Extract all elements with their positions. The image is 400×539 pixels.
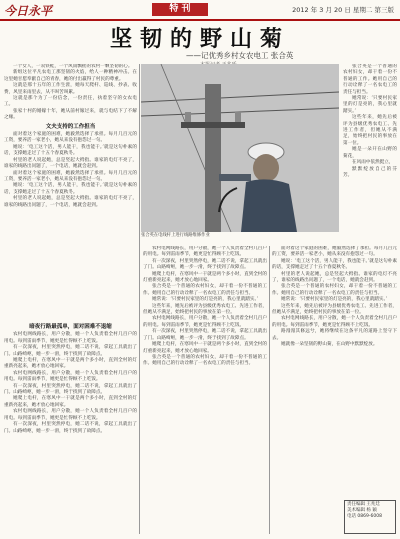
article-column-1	[4, 64, 137, 320]
paragraph: 张家十村的婚嫁十年，她从前村嫁过来，就与电结下了不解之缘。	[4, 108, 137, 121]
paragraph: 农村电网线路长，用户分散，她一个人负责着全村几百户的用电。每到雷雨季节，她更是忙得顾不上吃饭。	[4, 409, 137, 421]
paragraph: 村里的老人说起她，总是竖起大拇指。谁家的电灯不亮了，谁家的线路出问题了，一个电话，她就会赶到。	[272, 271, 397, 284]
paragraph: 张合英是一个普通的农村妇女，却干着一份不普通的工作。她用自己的行动诠释了一名农电工的责任与担当。	[143, 284, 267, 296]
paragraph: 她是一朵开在山野的菊花，	[343, 147, 397, 159]
sidebar-column	[343, 64, 397, 232]
paragraph: 她说：‘电工这个活，男人能干，我也能干。’就是这句朴素的话，支撑她走过了十五个春夏秋冬。	[272, 258, 397, 271]
masthead: 今日永平	[4, 4, 53, 18]
editor-line: 电话 0869-6008	[347, 514, 382, 519]
editor-line: 美术编辑 杨 颖	[347, 508, 377, 513]
paragraph: 这些年来，她先后被评为县级优秀农电工、先进工作者，但她从不满足，始终把村民的事放在第一位。	[143, 303, 267, 316]
article-subtitle: ——记优秀乡村女农电工 张合英	[186, 51, 294, 60]
paragraph: 她爬上电杆，在寒风中一干就是两个多小时，直到全村的灯重新亮起来，她才放心地回家。	[4, 396, 137, 408]
paragraph: 张合英是一个普通的农村妇女，却干着一份不普通的工作。她用自己的行动诠释了一名农电工的责任与担当。	[343, 64, 397, 95]
paragraph: 面对着这个家庭的困难，她毅然选择了承担。每月几百元的工资，要养活一家老小，她从来没有抱怨过一句。	[4, 132, 137, 144]
paragraph: 农村电网线路长，用户分散，她一个人负责着全村几百户的用电。每到雷雨季节，她更是忙得顾不上吃饭。	[272, 316, 397, 328]
paragraph: 面对着这个家庭的困难，她毅然选择了承担。每月几百元的工资，要养活一家老小，她从来没有抱怨过一句。	[272, 246, 397, 258]
article-column-1b	[4, 322, 137, 534]
column-divider	[269, 246, 270, 534]
paragraph: 村里的老人说起她，总是竖起大拇指。谁家的电灯不亮了，谁家的线路出问题了，一个电话，她就会赶到。	[4, 157, 137, 170]
editor-info-box	[344, 500, 396, 534]
photo-caption: 张合英在电线杆上进行线路维修作业	[141, 233, 210, 238]
paragraph: 默默绽放自己的芬芳。	[343, 166, 397, 178]
paragraph: 她说：‘电工这个活，男人能干，我也能干。’就是这句朴素的话，支撑她走过了十五个春夏秋冬。	[4, 144, 137, 157]
column-divider	[139, 64, 140, 534]
crossarm	[181, 122, 245, 128]
paragraph: 这些年来，她先后被评为县级优秀农电工、先进工作者，但她从不满足，始终把村民的事放在第一位。	[343, 115, 397, 146]
photo-illustration	[141, 64, 339, 232]
paragraph: 农村电网线路长，用户分散，她一个人负责着全村几百户的用电。每到雷雨季节，她更是忙得顾不上吃饭。	[143, 246, 267, 258]
article-column-3	[272, 246, 397, 496]
paragraph: 村里的老人说起她，总是竖起大拇指。谁家的电灯不亮了，谁家的线路出问题了，一个电话，她就会赶到。	[4, 196, 137, 208]
paragraph: 这些年来，她先后被评为县级优秀农电工、先进工作者，但她从不满足，始终把村民的事放在第一位。	[272, 303, 397, 316]
paragraph: 有一次深夜，村里突然停电，她二话不说，拿起工具就出了门。山路崎岖，她一步一滑，终于找到了故障点。	[143, 258, 267, 271]
paragraph: 她爬上电杆，在寒风中一干就是两个多小时，直到全村的灯重新亮起来，她才放心地回家。	[143, 342, 267, 354]
paragraph: 这就是那十五年的工作生涯，她每天爬杆、巡线、抄表、收费，风里来雨里去，从不叫苦叫累。	[4, 83, 137, 95]
paragraph: 有一次深夜，村里突然停电，她二话不说，拿起工具就出了门。山路崎岖，她一步一滑，终于找到了故障点。	[4, 383, 137, 396]
paragraph: 这就是那个为了一份信念，一份责任，执着坚守的女农电工。	[4, 96, 137, 108]
header-rule	[0, 19, 400, 21]
paragraph: 张合英是一个普通的农村妇女，却干着一份不普通的工作。她用自己的行动诠释了一名农电工的责任与担当。	[272, 284, 397, 296]
paragraph: 一个女人，一双铁鞋，一个风雨飘摇的农村一颗坚韧的心。	[13, 64, 133, 69]
paragraph: 有一次深夜，村里突然停电，她二话不说，拿起工具就出了门。山路崎岖，她一步一滑，终于找到了故障点。	[4, 345, 137, 357]
paragraph: 她常说：‘只要村民家里的灯是亮的，我心里就踏实。’	[281, 297, 388, 303]
paragraph: 她爬上电杆，在寒风中一干就是两个多小时，直到全村的灯重新亮起来，她才放心地回家。	[143, 271, 267, 284]
paragraph: 她常说：‘只要村民家里的灯是亮的，我心里就踏实。’	[152, 297, 259, 303]
paragraph: 农村电网线路长，用户分散，她一个人负责着全村几百户的用电。每到雷雨季节，她更是忙得顾不上吃饭。	[4, 332, 137, 344]
article-column-2	[143, 246, 267, 534]
section-tag: 特 刊	[152, 3, 208, 16]
paragraph: 她说：‘电工这个活，男人能干，我也能干。’就是这句朴素的话，支撑她走过了十五个春夏秋冬。	[4, 183, 137, 195]
section-heading: 暗夜行路最孤单，面对困难不退缩	[29, 324, 112, 330]
paragraph: 农村电网线路长，用户分散，她一个人负责着全村几百户的用电。每到雷雨季节，她更是忙得顾不上吃饭。	[4, 370, 137, 383]
paragraph: 有一次深夜，村里突然停电，她二话不说，拿起工具就出了门。山路崎岖，她一步一滑，终于找到了故障点。	[143, 329, 267, 341]
paragraph: 她就像一朵坚韧的野山菊，在山野中默默绽放。	[281, 342, 378, 348]
worker-body	[241, 179, 297, 232]
paragraph: 农村电网线路长，用户分散，她一个人负责着全村几百户的用电。每到雷雨季节，她更是忙得顾不上吃饭。	[143, 316, 267, 328]
paragraph: 在风雨中依然挺立，	[352, 160, 394, 166]
paragraph: 新组这位平凡农电工那坚韧的火焰，给人一种精神冲击。在这里她甘愿奉献自己的青春，她的付出赢得了村民的尊重。	[4, 70, 137, 82]
page-header	[0, 0, 400, 20]
article-title: 坚韧的野山菊	[109, 26, 290, 52]
lineworker-photo	[141, 64, 339, 232]
issue-date: 2012 年 3 月 20 日 星期二 第三版	[292, 6, 394, 14]
paragraph: 她爬上电杆，在寒风中一干就是两个多小时，直到全村的灯重新亮起来，她才放心地回家。	[4, 358, 137, 370]
paragraph: 张合英是一个普通的农村妇女，却干着一份不普通的工作。她用自己的行动诠释了一名农电工的责任与担当。	[143, 354, 267, 367]
paragraph: 路漫漫其修远兮，她将继续在这条平凡的道路上坚守下去。	[272, 329, 397, 341]
subheading: 文夫支持的工作担当	[45, 123, 96, 130]
paragraph: 她常说：‘只要村民家里的灯是亮的，我心里就踏实。’	[343, 96, 397, 114]
editor-line: 责任编辑 王兆廷	[347, 502, 380, 507]
paragraph: 有一次深夜，村里突然停电，她二话不说，拿起工具就出了门。山路崎岖，她一步一滑，终于找到了故障点。	[4, 422, 137, 434]
paragraph: 面对着这个家庭的困难，她毅然选择了承担。每月几百元的工资，要养活一家老小，她从来没有抱怨过一句。	[4, 170, 137, 182]
